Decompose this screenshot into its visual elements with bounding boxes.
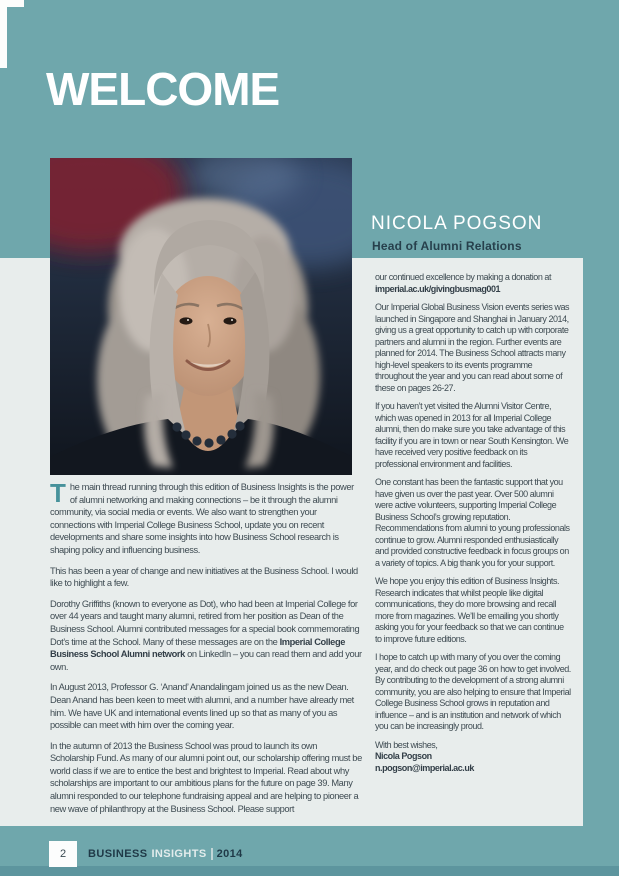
paragraph: One constant has been the fantastic support that you have given us over the past year. Over 500 alumni were active volunteers, supporting Imperial College Business School’s growing reputation. Recommendations from alumni to young professionals continue to grow. Alumni responded enthusiastically and provided constructive feedback in focus groups on a variety of topics. A big thank you for your support. [375, 477, 570, 568]
drop-cap: T [50, 478, 66, 508]
portrait-photo [50, 158, 352, 475]
left-column [50, 478, 362, 823]
paragraph: This has been a year of change and new initiatives at the Business School. I would like to highlight a few. [50, 565, 358, 589]
profile-role: Head of Alumni Relations [372, 239, 522, 253]
paragraph: With best wishes, Nicola Pogson n.pogson@imperial.ac.uk [375, 739, 474, 773]
eye [180, 317, 193, 324]
paragraph: In the autumn of 2013 the Business School was proud to launch its own Scholarship Fund. As many of our alumni point out, our scholarship offering must be world class if we are to entice the best and brightest to Imperial. Read about why scholarships are important to our ambitious plans for the future on page 39. Many alumni responded to our telephone fundraising appeal and are helping to pioneer a new wave of philanthropy at the Business School. Please support [50, 740, 362, 814]
brand-business: BUSINESS [88, 848, 148, 860]
page-title: WELCOME [46, 63, 280, 115]
paragraph: I hope to catch up with many of you over the coming year, and do check out page 36 on how to get involved. By contributing to the development of a strong alumni community, you are also helping to ensure that Imperial College Business School grows in reputation and influence – and is an institution and network of which you can be increasingly proud. [375, 652, 571, 731]
page-number-box [49, 841, 77, 867]
brand-insights: INSIGHTS [151, 848, 207, 860]
profile-name: NICOLA POGSON [371, 213, 543, 234]
right-column [363, 258, 583, 826]
paragraph: Our Imperial Global Business Vision events series was launched in Singapore and Shanghai in January 2014, giving us a great opportunity to catch up with corporate partners and alumni in the region. Further events are planned for 2014. The Business School attracts many high-level speakers to its events programme throughout the year and you can read about some of these on pages 26-27. [375, 302, 570, 393]
paragraph: In August 2013, Professor G. ‘Anand’ Anandalingam joined us as the new Dean. Dean Anand has been keen to meet with alumni, and a number have already met him. We have UK and international events lined up so that as many of you as possible can meet with him over the coming year. [50, 682, 354, 731]
eye-glint [231, 319, 233, 321]
paragraph: We hope you enjoy this edition of Business Insights. Research indicates that whilst people like digital communications, they do more browsing and recall more from magazines. We’ll be emailing you shortly asking you for your feedback so that we can continue to improve future editions. [375, 576, 564, 644]
bottom-edge-strip [0, 866, 619, 876]
page-corner-artifact [0, 0, 7, 68]
paragraph: our continued excellence by making a donation at imperial.ac.uk/givingbusmag001 [375, 272, 552, 294]
brand-year: 2014 [216, 848, 243, 860]
eye-glint [187, 319, 189, 321]
page-number: 2 [59, 848, 67, 860]
footer-brand [88, 846, 243, 862]
paragraph: If you haven’t yet visited the Alumni Visitor Centre, which was opened in 2013 for all Imperial College alumni, then do make sure you take advantage of this facility if you are in town or near South Kensington. We have received very positive feedback on its professional environment and facilities. [375, 401, 569, 469]
paragraph: The main thread running through this edition of Business Insights is the power of alumni networking and making connections – be it through the alumni community, via social media or events. We also want to strengthen your connections with Imperial College Business School, update you on recent developments and share some insights into how Business School research is shaping policy and influencing business. [50, 478, 354, 555]
eye [224, 317, 237, 324]
paragraph: Dorothy Griffiths (known to everyone as Dot), who had been at Imperial College for over 44 years and taught many alumni, retired from her position as Dean of the Business School. Alumni contributed messages for a special book commemorating Dot’s time at the School. Many of these messages are on the Imperial College Business School Alumni network on LinkedIn – you can read them and add your own. [50, 598, 362, 672]
brand-divider-bar [211, 848, 213, 860]
